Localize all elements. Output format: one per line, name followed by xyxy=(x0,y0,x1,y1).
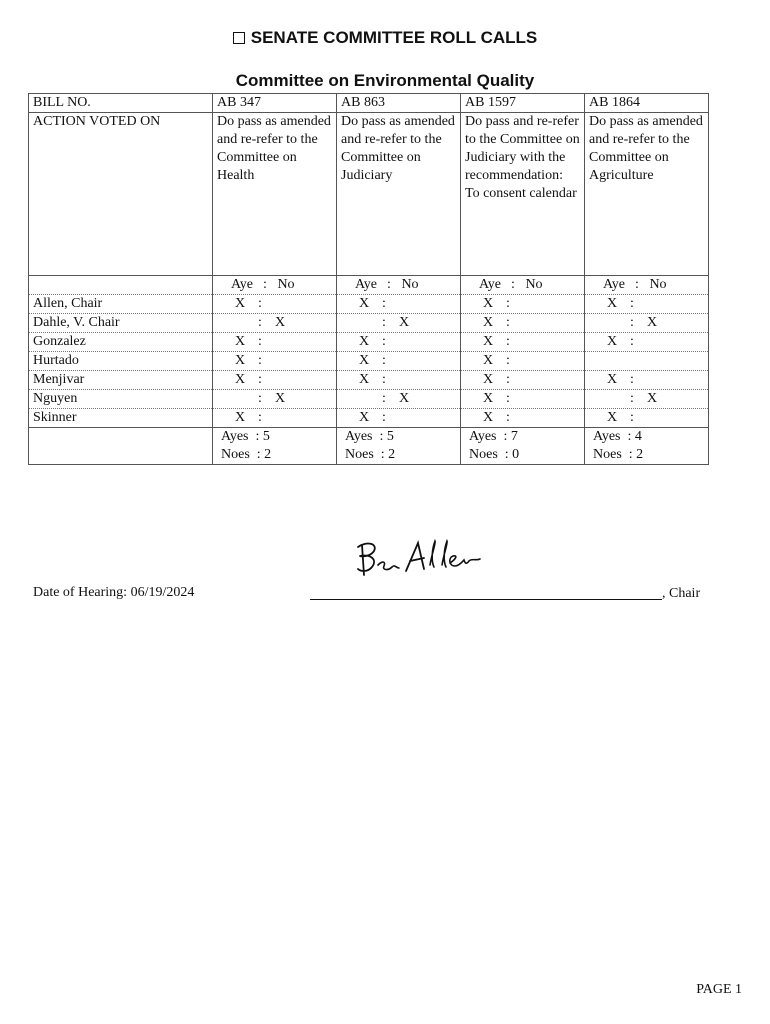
member-vote: X : xyxy=(337,409,461,428)
date-of-hearing: Date of Hearing: 06/19/2024 xyxy=(33,585,195,600)
member-vote: X : xyxy=(461,371,585,390)
member-vote: X : xyxy=(585,333,709,352)
signature-underline xyxy=(310,585,662,600)
chair-signature xyxy=(352,535,487,585)
member-vote: X : xyxy=(337,371,461,390)
member-row xyxy=(29,390,709,409)
member-vote: X : xyxy=(213,295,337,314)
committee-name: Committee on Environmental Quality xyxy=(235,71,535,90)
chair-signature-line xyxy=(310,585,700,602)
document-title-text: SENATE COMMITTEE ROLL CALLS xyxy=(250,28,538,47)
member-name: Dahle, V. Chair xyxy=(29,314,213,333)
vote-totals: Ayes : 4 Noes : 2 xyxy=(585,428,709,465)
member-vote: X : xyxy=(461,295,585,314)
member-name: Hurtado xyxy=(29,352,213,371)
vote-totals: Ayes : 5 Noes : 2 xyxy=(213,428,337,465)
member-vote: X : xyxy=(213,409,337,428)
action-text: Do pass as amended and re-refer to the Committee on Health xyxy=(213,113,337,276)
chair-label: , Chair xyxy=(662,586,701,601)
member-vote: X : xyxy=(461,352,585,371)
action-row xyxy=(29,113,709,276)
member-vote: : X xyxy=(585,390,709,409)
member-vote: : X xyxy=(337,314,461,333)
member-vote: X : xyxy=(461,390,585,409)
bill-number: AB 347 xyxy=(213,94,337,113)
member-row xyxy=(29,295,709,314)
member-vote: X : xyxy=(461,333,585,352)
vote-header: Aye : No xyxy=(337,276,461,295)
bill-number: AB 1864 xyxy=(585,94,709,113)
member-vote: : X xyxy=(585,314,709,333)
member-vote: X : xyxy=(213,371,337,390)
member-row xyxy=(29,333,709,352)
vote-totals: Ayes : 5 Noes : 2 xyxy=(337,428,461,465)
member-vote: : X xyxy=(213,314,337,333)
action-text: Do pass as amended and re-refer to the Committee on Agriculture xyxy=(585,113,709,276)
member-vote xyxy=(585,352,709,371)
member-row xyxy=(29,352,709,371)
member-vote: X : xyxy=(337,333,461,352)
totals-spacer xyxy=(29,428,213,465)
vote-totals: Ayes : 7 Noes : 0 xyxy=(461,428,585,465)
vote-header-row xyxy=(29,276,709,295)
member-vote: X : xyxy=(213,333,337,352)
member-name: Menjivar xyxy=(29,371,213,390)
member-row xyxy=(29,409,709,428)
vote-header: Aye : No xyxy=(585,276,709,295)
member-row xyxy=(29,314,709,333)
member-vote: X : xyxy=(585,295,709,314)
action-label: ACTION VOTED ON xyxy=(29,113,213,276)
document-title xyxy=(0,28,770,48)
member-vote: X : xyxy=(213,352,337,371)
member-vote: X : xyxy=(461,314,585,333)
member-vote: X : xyxy=(461,409,585,428)
member-vote: X : xyxy=(337,352,461,371)
member-name: Allen, Chair xyxy=(29,295,213,314)
roll-call-table xyxy=(28,93,709,465)
bill-number: AB 1597 xyxy=(461,94,585,113)
member-name: Gonzalez xyxy=(29,333,213,352)
member-vote: X : xyxy=(585,371,709,390)
bill-label: BILL NO. xyxy=(29,94,213,113)
action-text: Do pass as amended and re-refer to the Committee on Judiciary xyxy=(337,113,461,276)
vote-header-spacer xyxy=(29,276,213,295)
member-vote: X : xyxy=(585,409,709,428)
page-number: PAGE 1 xyxy=(696,982,742,997)
member-name: Nguyen xyxy=(29,390,213,409)
bill-number: AB 863 xyxy=(337,94,461,113)
member-vote: : X xyxy=(337,390,461,409)
checkbox-icon xyxy=(233,32,245,44)
member-rows xyxy=(29,295,709,428)
vote-header: Aye : No xyxy=(461,276,585,295)
bill-number-row xyxy=(29,94,709,113)
member-vote: : X xyxy=(213,390,337,409)
member-row xyxy=(29,371,709,390)
vote-header: Aye : No xyxy=(213,276,337,295)
action-text: Do pass and re-refer to the Committee on Judiciary with the recommendation: To consent calendar xyxy=(461,113,585,276)
member-vote: X : xyxy=(337,295,461,314)
member-name: Skinner xyxy=(29,409,213,428)
totals-row xyxy=(29,428,709,465)
